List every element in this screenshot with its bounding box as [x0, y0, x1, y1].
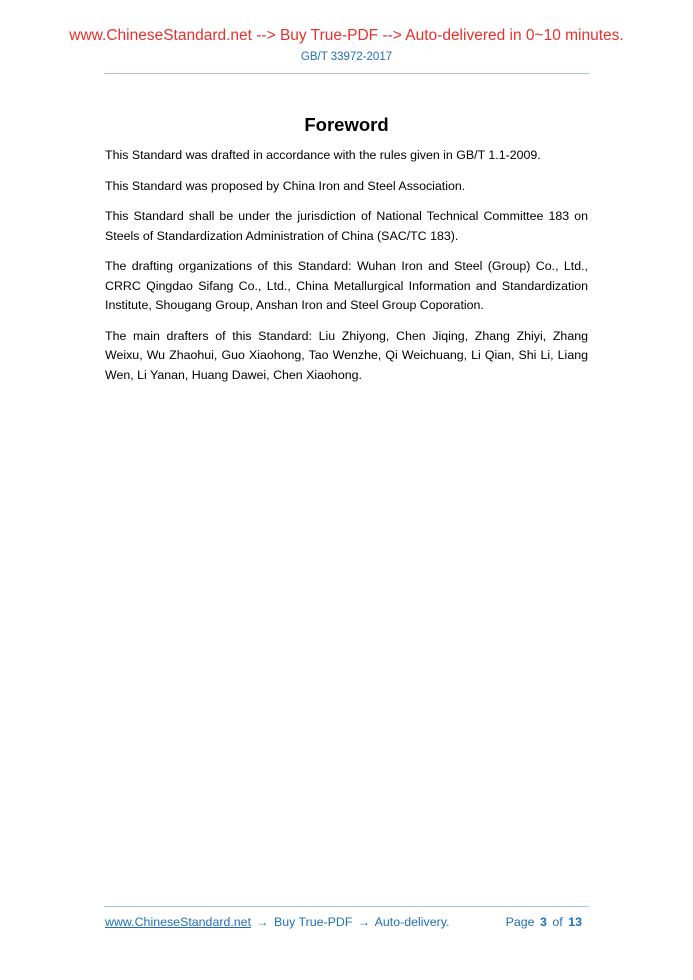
paragraph-drafting-organizations: The drafting organizations of this Standard: Wuhan Iron and Steel (Group) Co., Ltd., CRRC Qingdao Sifang Co., Ltd., China Metallurgical Information and Standardization Institute, Shougang Group, Anshan Iron and Steel Group Coporation. — [105, 259, 588, 312]
page-of-label: of — [552, 915, 563, 929]
page-total: 13 — [568, 915, 582, 929]
page-footer — [105, 915, 584, 929]
foreword-body — [105, 146, 588, 396]
paragraph-jurisdiction: This Standard shall be under the jurisdiction of National Technical Committee 183 on Steels of Standardization Administration of China (SAC/TC 183). — [105, 209, 588, 243]
footer-divider — [104, 906, 589, 907]
paragraph-drafting-rules: This Standard was drafted in accordance with the rules given in GB/T 1.1-2009. — [105, 148, 541, 162]
page-label: Page — [505, 915, 535, 929]
footer-delivery-text: Auto-delivery. — [374, 915, 450, 929]
arrow-right-icon: → — [357, 915, 370, 929]
header-divider — [104, 73, 589, 74]
document-code: GB/T 33972-2017 — [300, 51, 393, 63]
arrow-right-icon: → — [256, 915, 269, 929]
page-number — [506, 915, 584, 929]
paragraph-proposer: This Standard was proposed by China Iron and Steel Association. — [105, 178, 466, 193]
page-title: Foreword — [304, 114, 389, 136]
footer-buy-text: Buy True-PDF — [273, 915, 353, 929]
page-current: 3 — [540, 915, 547, 929]
promo-banner[interactable]: www.ChineseStandard.net --> Buy True-PDF --> Auto-delivered in 0~10 minutes. — [69, 27, 624, 44]
footer-site-link[interactable]: www.ChineseStandard.net — [105, 915, 252, 929]
paragraph-main-drafters: The main drafters of this Standard: Liu Zhiyong, Chen Jiqing, Zhang Zhiyi, Zhang Weixu, Wu Zhaohui, Guo Xiaohong, Tao Wenzhe, Qi Weichuang, Li Qian, Shi Li, Liang Wen, Li Yanan, Huang Dawei, Chen Xiaohong. — [105, 328, 588, 382]
